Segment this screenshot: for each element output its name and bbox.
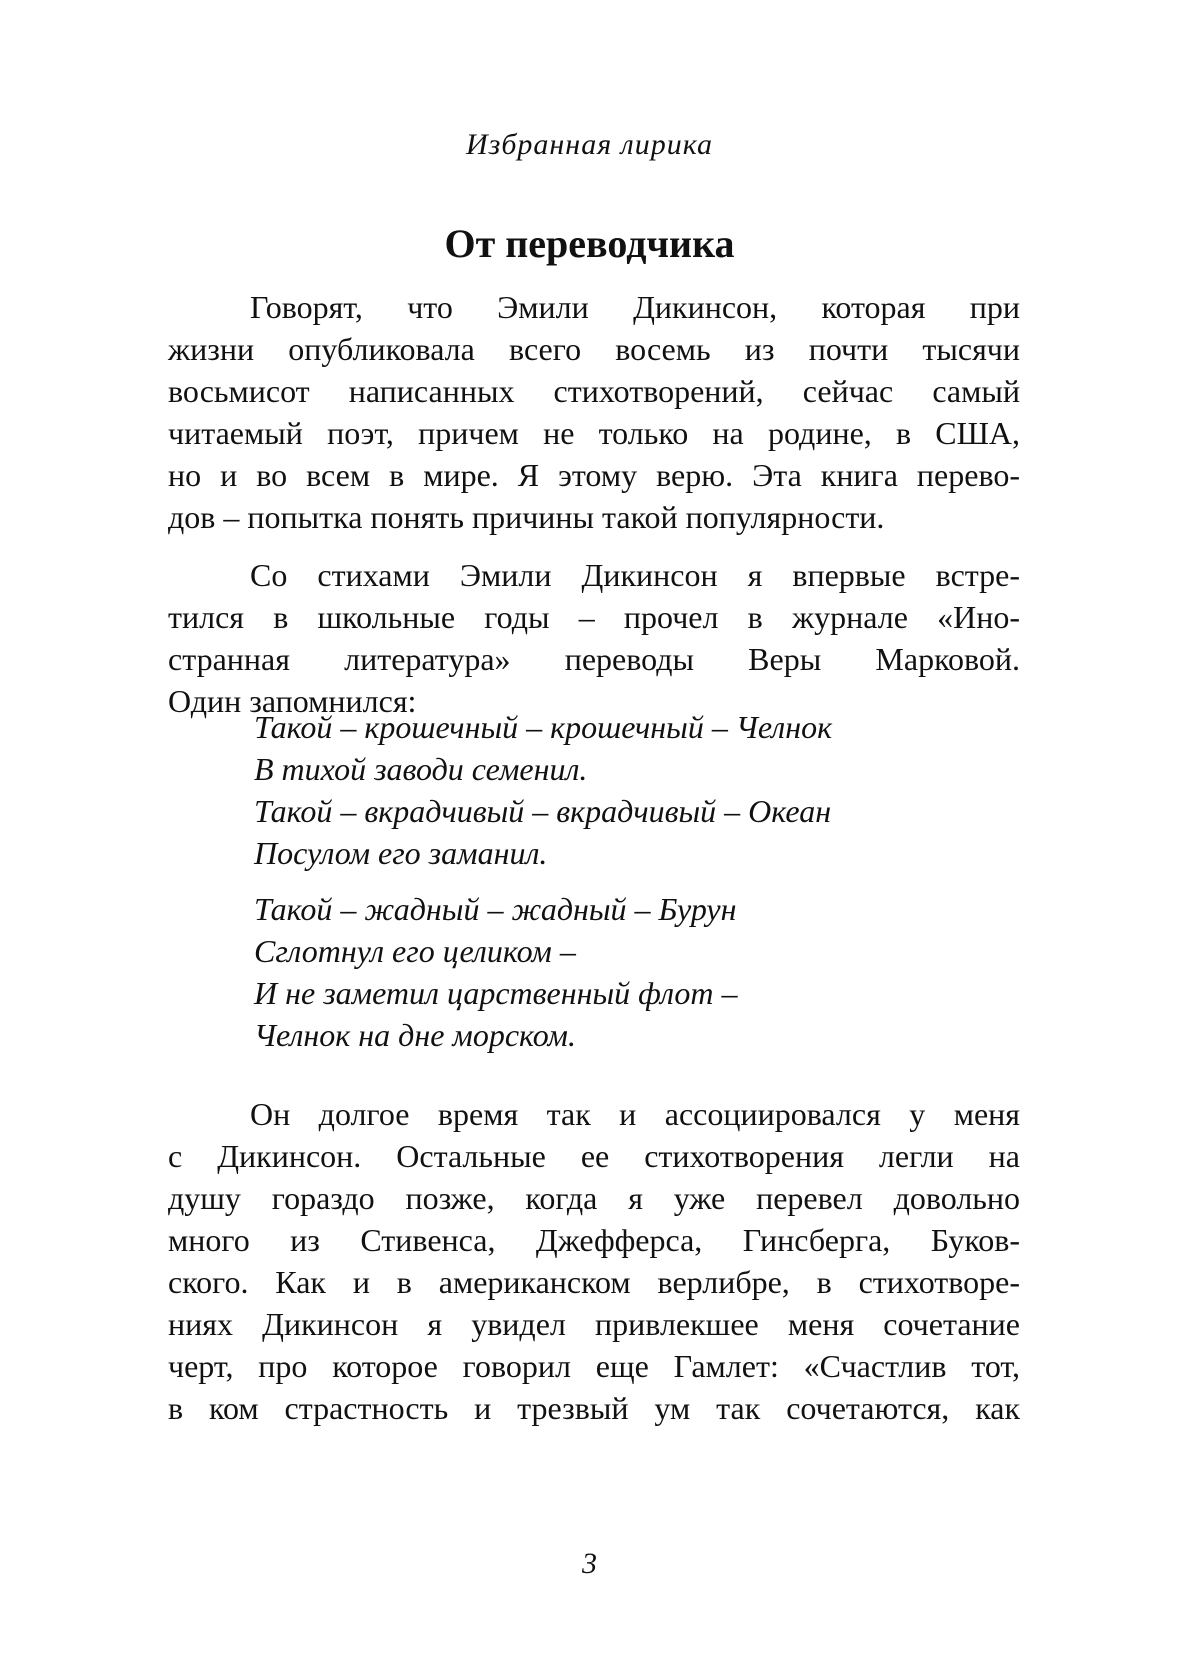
poem-verse: Челнок на дне морском. xyxy=(254,1017,576,1053)
poem-verse: В тихой заводи семенил. xyxy=(254,751,588,787)
text-line: жизни опубликовала всего восемь из почти тысячи xyxy=(168,331,1020,367)
paragraph-intro xyxy=(168,286,1020,538)
poem-verse: Такой – крошечный – крошечный – Челнок xyxy=(254,709,833,745)
text-line: Он долгое время так и ассоциировался у меня xyxy=(250,1096,1020,1132)
poem-stanza xyxy=(254,706,832,874)
poem-verse: Сглотнул его целиком – xyxy=(254,933,576,969)
chapter-title: От переводчика xyxy=(444,221,735,266)
text-line: Говорят, что Эмили Дикинсон, которая при xyxy=(250,289,1020,325)
text-line: ниях Дикинсон я увидел привлекшее меня сочетание xyxy=(168,1306,1020,1342)
poem-stanza xyxy=(254,888,738,1056)
paragraph-first-encounter xyxy=(168,554,1020,722)
text-line: черт, про которое говорил еще Гамлет: «Счастлив тот, xyxy=(168,1348,1020,1384)
text-line: в ком страстность и трезвый ум так сочетаются, как xyxy=(168,1390,1020,1426)
poem-verse: Такой – жадный – жадный – Бурун xyxy=(254,891,737,927)
poem-verse: Такой – вкрадчивый – вкрадчивый – Океан xyxy=(254,793,832,829)
text-line: много из Стивенса, Джефферса, Гинсберга, Буков- xyxy=(168,1222,1020,1258)
text-line: читаемый поэт, причем не только на родине, в США, xyxy=(168,415,1020,451)
text-line: с Дикинсон. Остальные ее стихотворения легли на xyxy=(168,1138,1020,1174)
text-line: дов – попытка понять причины такой популярности. xyxy=(168,499,885,535)
running-header: Избранная лирика xyxy=(465,128,714,161)
text-line: восьмисот написанных стихотворений, сейчас самый xyxy=(168,373,1020,409)
text-line: Один запомнился: xyxy=(168,683,417,719)
text-line: тился в школьные годы – прочел в журнале «Ино- xyxy=(168,599,1020,635)
poem-verse: Посулом его заманил. xyxy=(254,835,548,871)
text-line: но и во всем в мире. Я этому верю. Эта книга перево- xyxy=(168,457,1020,493)
page-number: 3 xyxy=(582,1547,597,1580)
paragraph-association xyxy=(168,1093,1020,1429)
poem-verse: И не заметил царственный флот – xyxy=(254,975,738,1011)
text-line: ского. Как и в американском верлибре, в стихотворе- xyxy=(168,1264,1020,1300)
text-line: душу гораздо позже, когда я уже перевел довольно xyxy=(168,1180,1020,1216)
text-line: странная литература» переводы Веры Марковой. xyxy=(168,641,1020,677)
text-line: Со стихами Эмили Дикинсон я впервые встре- xyxy=(250,557,1020,593)
